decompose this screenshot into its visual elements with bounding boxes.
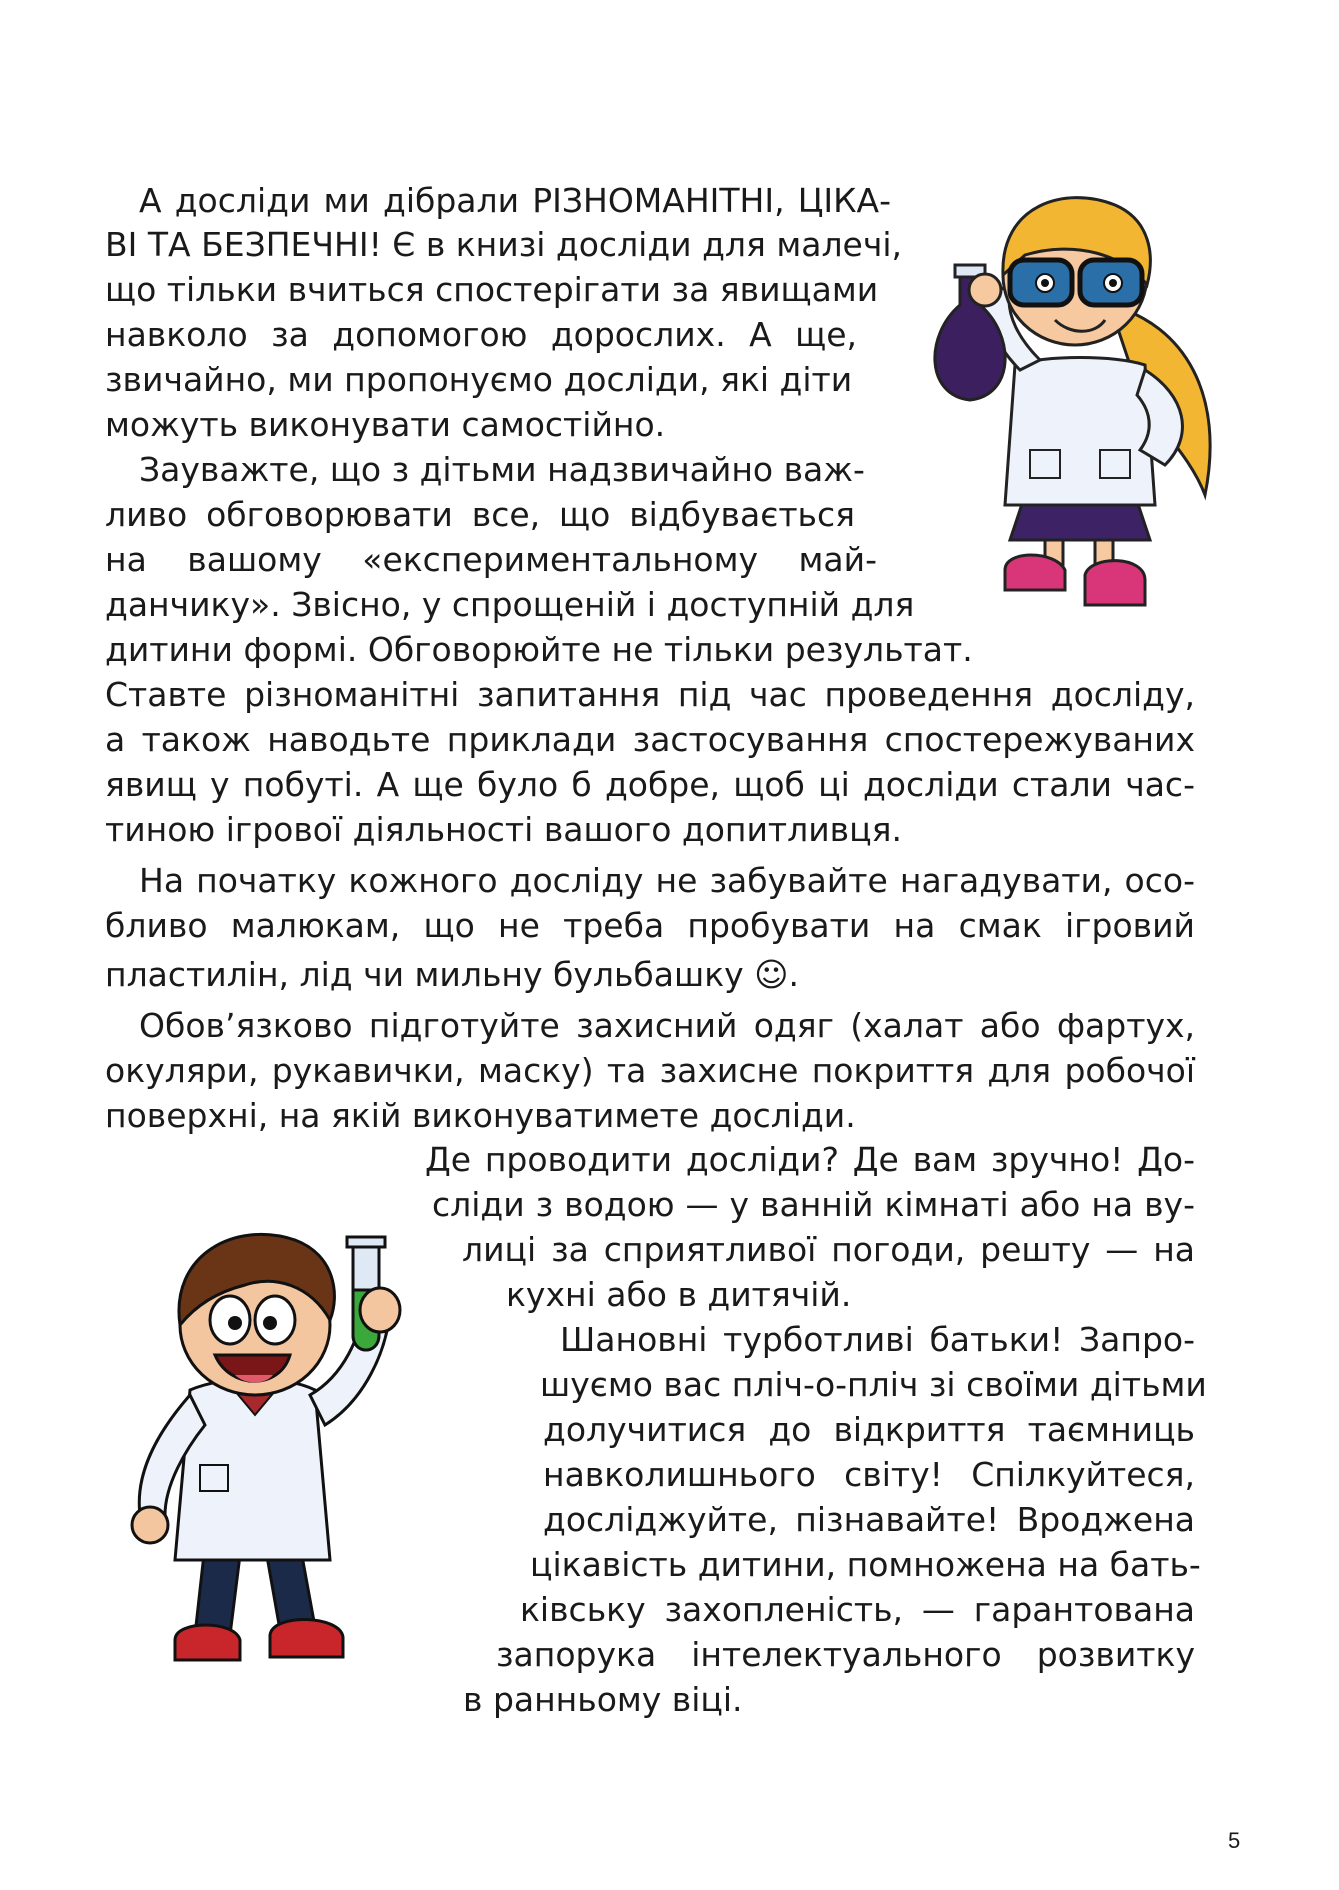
text-line: Зауважте, що з дітьми надзвичайно важ- [139,450,865,489]
text-line: А досліди ми дібрали РІЗНОМАНІТНІ, ЦІКА- [139,181,891,220]
text-line: звичайно, ми пропонуємо досліди, які діти [105,360,853,399]
text-line: шуємо вас пліч-о-пліч зі своїми дітьми [540,1365,1207,1404]
text-line: долучитися до відкриття таємниць [543,1410,1195,1449]
text-line: явищ у побуті. А ще було б добре, щоб ці досліди стали час- [105,765,1195,804]
text-line: поверхні, на якій виконуватимете досліди. [105,1096,856,1135]
text-line: Шановні турботливі батьки! Запро- [560,1320,1195,1359]
text-line: на вашому «експериментальному май- [105,540,877,579]
text-line: в ранньому віці. [463,1680,743,1719]
text-line: досліджуйте, пізнавайте! Вроджена [543,1500,1195,1539]
boy-scientist-illustration [95,1215,475,1685]
text-line: ківську захопленість, — гарантована [520,1590,1195,1629]
text-line: кухні або в дитячій. [506,1275,852,1314]
text-line: пластилін, лід чи мильну бульбашку ☺. [105,955,800,994]
text-line: Де проводити досліди? Де вам зручно! До- [425,1140,1195,1179]
text-line: навколо за допомогою дорослих. А ще, [105,315,857,354]
text-line: бливо малюкам, що не треба пробувати на смак ігровий [105,906,1195,945]
text-line: ливо обговорювати все, що відбувається [105,495,855,534]
text-line: лиці за сприятливої погоди, решту — на [462,1230,1195,1269]
text-line: тиною ігрової діяльності вашого допитливця. [105,810,902,849]
text-line: а також наводьте приклади застосування спостережуваних [105,720,1195,759]
text-line: що тільки вчиться спостерігати за явищами [105,270,879,309]
text-line: Обов’язково підготуйте захисний одяг (халат або фартух, [139,1006,1195,1045]
text-line: данчику». Звісно, у спрощеній і доступній для [105,585,915,624]
text-line: сліди з водою — у ванній кімнаті або на ву- [432,1185,1195,1224]
girl-scientist-illustration [905,195,1235,635]
text-line: запорука інтелектуального розвитку [496,1635,1195,1674]
text-line: ВІ ТА БЕЗПЕЧНІ! Є в книзі досліди для малечі, [105,225,902,264]
text-line: окуляри, рукавички, маску) та захисне покриття для робочої [105,1051,1195,1090]
text-line: навколишнього світу! Спілкуйтеся, [543,1455,1195,1494]
page-number: 5 [1228,1828,1241,1853]
text-line: цікавість дитини, помножена на бать- [530,1545,1201,1584]
text-line: можуть виконувати самостійно. [105,405,666,444]
text-line: На початку кожного досліду не забувайте нагадувати, осо- [139,861,1195,900]
text-line: дитини формі. Обговорюйте не тільки результат. [105,630,973,669]
text-line: Ставте різноманітні запитання під час проведення досліду, [105,675,1195,714]
